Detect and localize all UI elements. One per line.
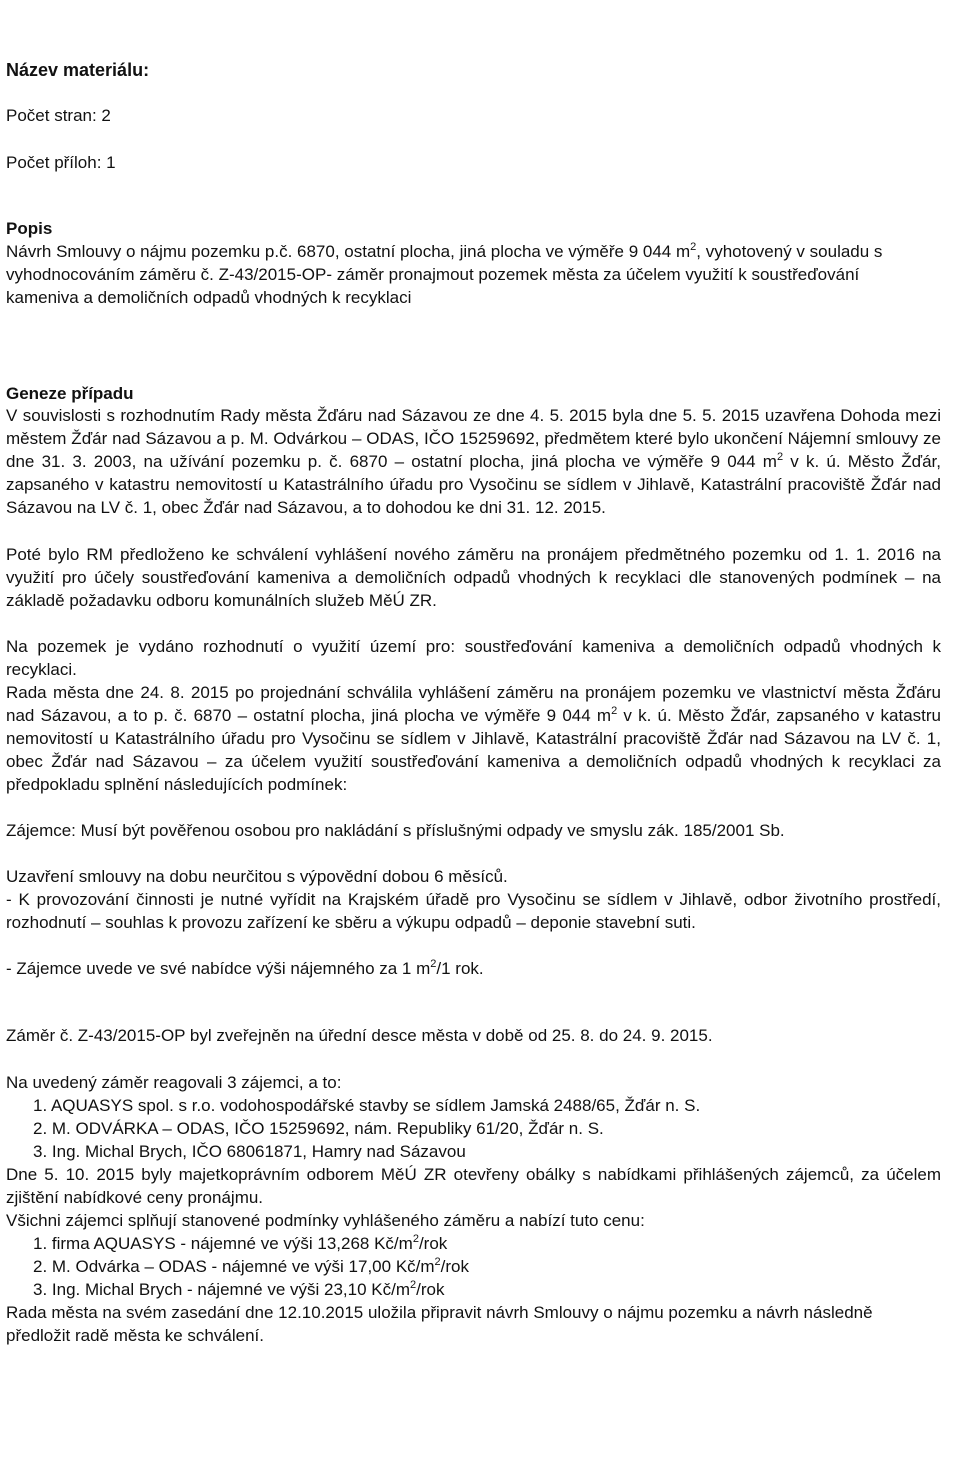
popis-heading: Popis (6, 219, 53, 238)
zajemci-list (6, 1094, 960, 1163)
geneze-paragraph-4 (6, 681, 941, 796)
offer-tail: /rok (418, 1234, 448, 1253)
superscript: 2 (690, 241, 697, 253)
geneze-p4-part2: v k. ú. Město Žďár, zapsaného v katastru nemovitostí u Katastrálního úřadu pro Vysočinu se sídlem v Jihlavě, Katastrální pracoviště Žďár nad Sázavou na LV č. 1, obec Žďár nad Sázavou – za účelem využití soustřeďování kameniva a demoličních odpadů vhodných k recyklaci za předpokladu splnění následujících podmínek: (6, 706, 941, 794)
list-item: 3. Ing. Michal Brych, IČO 68061871, Hamry nad Sázavou (33, 1142, 466, 1161)
nabidky-paragraph-1: Dne 5. 10. 2015 byly majetkoprávním odborem MěÚ ZR otevřeny obálky s nabídkami přihlášených zájemců, za účelem zjištění nabídkové ceny pronájmu. (6, 1165, 941, 1207)
offers-list (6, 1232, 960, 1301)
popis-text-part2: , vyhotovený v souladu s vyhodnocováním záměru č. Z-43/2015-OP- záměr pronajmout pozemek města za účelem využití k soustřeďování kameniva a demoličních odpadů vhodných k recyklaci (6, 242, 883, 307)
geneze-p1-part2: v k. ú. Město Žďár, zapsaného v katastru nemovitostí u Katastrálního úřadu pro Vysočinu se sídlem v Jihlavě, Katastrální pracoviště Žďár nad Sázavou na LV č. 1, obec Žďár nad Sázavou, a to dohodou ke dni 31. 12. 2015. (6, 452, 942, 517)
geneze-p8-part2: /1 rok. (436, 959, 484, 978)
geneze-heading: Geneze případu (6, 384, 134, 403)
geneze-paragraph-7: - K provozování činnosti je nutné vyřídit na Krajském úřadě pro Vysočinu se sídlem v Jihlavě, odbor životního prostředí, rozhodnutí – souhlas k provozu zařízení ke sběru a výkupu odpadů – deponie stavební suti. (6, 890, 941, 932)
popis-text-part1: Návrh Smlouvy o nájmu pozemku p.č. 6870, ostatní plocha, jiná plocha ve výměře 9 044 m (6, 242, 691, 261)
material-title: Název materiálu: (6, 60, 150, 80)
nabidky-paragraph-2: Všichni zájemci splňují stanovené podmínky vyhlášeného záměru a nabízí tuto cenu: (6, 1211, 645, 1230)
geneze-paragraph-8 (6, 957, 941, 980)
geneze-p4-part1: Rada města dne 24. 8. 2015 po projednání schválila vyhlášení záměru na pronájem pozemku ve vlastnictví města Žďáru nad Sázavou, a to p. č. 6870 – ostatní plocha, jiná plocha ve výměře 9 044 m (6, 683, 941, 725)
list-item: 2. M. ODVÁRKA – ODAS, IČO 15259692, nám. Republiky 61/20, Žďár n. S. (33, 1119, 604, 1138)
offer-text: 1. firma AQUASYS - nájemné ve výši 13,268 Kč/m (33, 1234, 413, 1253)
geneze-p8-part1: - Zájemce uvede ve své nabídce výši nájemného za 1 m (6, 959, 431, 978)
superscript: 2 (611, 705, 618, 717)
list-item: 1. AQUASYS spol. s r.o. vodohospodářské stavby se sídlem Jamská 2488/65, Žďár n. S. (33, 1096, 701, 1115)
attachment-count: Počet příloh: 1 (6, 153, 116, 172)
zajemci-intro: Na uvedený záměr reagovali 3 zájemci, a to: (6, 1073, 342, 1092)
offer-text: 2. M. Odvárka – ODAS - nájemné ve výši 17,00 Kč/m (33, 1257, 435, 1276)
geneze-p1-part1: V souvislosti s rozhodnutím Rady města Žďáru nad Sázavou ze dne 4. 5. 2015 byla dne 5. 5. 2015 uzavřena Dohoda mezi městem Žďár nad Sázavou a p. M. Odvárkou – ODAS, IČO 15259692, předmětem které bylo ukončení Nájemní smlouvy ze dne 31. 3. 2003, na užívání pozemku p. č. 6870 – ostatní plocha, jiná plocha ve výměře 9 044 m (6, 406, 941, 471)
popis-text (6, 240, 936, 309)
offer-item (33, 1255, 960, 1278)
superscript: 2 (410, 1279, 417, 1291)
geneze-paragraph-5: Zájemce: Musí být pověřenou osobou pro nakládání s příslušnými odpady ve smyslu zák. 185/2001 Sb. (6, 821, 785, 840)
offer-text: 3. Ing. Michal Brych - nájemné ve výši 23,10 Kč/m (33, 1280, 410, 1299)
nabidky-paragraph-3: Rada města na svém zasedání dne 12.10.2015 uložila připravit návrh Smlouvy o nájmu pozemku a návrh následně předložit radě města ke schválení. (6, 1303, 873, 1345)
page-count: Počet stran: 2 (6, 106, 111, 125)
zamer-publication: Záměr č. Z-43/2015-OP byl zveřejněn na úřední desce města v době od 25. 8. do 24. 9. 2015. (6, 1026, 713, 1045)
superscript: 2 (434, 1256, 441, 1268)
geneze-paragraph-1 (6, 404, 941, 519)
superscript: 2 (412, 1233, 419, 1245)
offer-item (33, 1278, 960, 1301)
geneze-paragraph-2: Poté bylo RM předloženo ke schválení vyhlášení nového záměru na pronájem předmětného pozemku od 1. 1. 2016 na využití pro účely soustřeďování kameniva a demoličních odpadů vhodných k recyklaci dle stanovených podmínek – na základě požadavku odboru komunálních služeb MěÚ ZR. (6, 545, 941, 610)
superscript: 2 (776, 451, 784, 463)
offer-tail: /rok (416, 1280, 445, 1299)
geneze-paragraph-3: Na pozemek je vydáno rozhodnutí o využití území pro: soustřeďování kameniva a demoličních odpadů vhodných k recyklaci. (6, 637, 941, 679)
geneze-paragraph-6: Uzavření smlouvy na dobu neurčitou s výpovědní dobou 6 měsíců. (6, 867, 508, 886)
offer-tail: /rok (440, 1257, 470, 1276)
superscript: 2 (430, 958, 437, 970)
offer-item (33, 1232, 960, 1255)
